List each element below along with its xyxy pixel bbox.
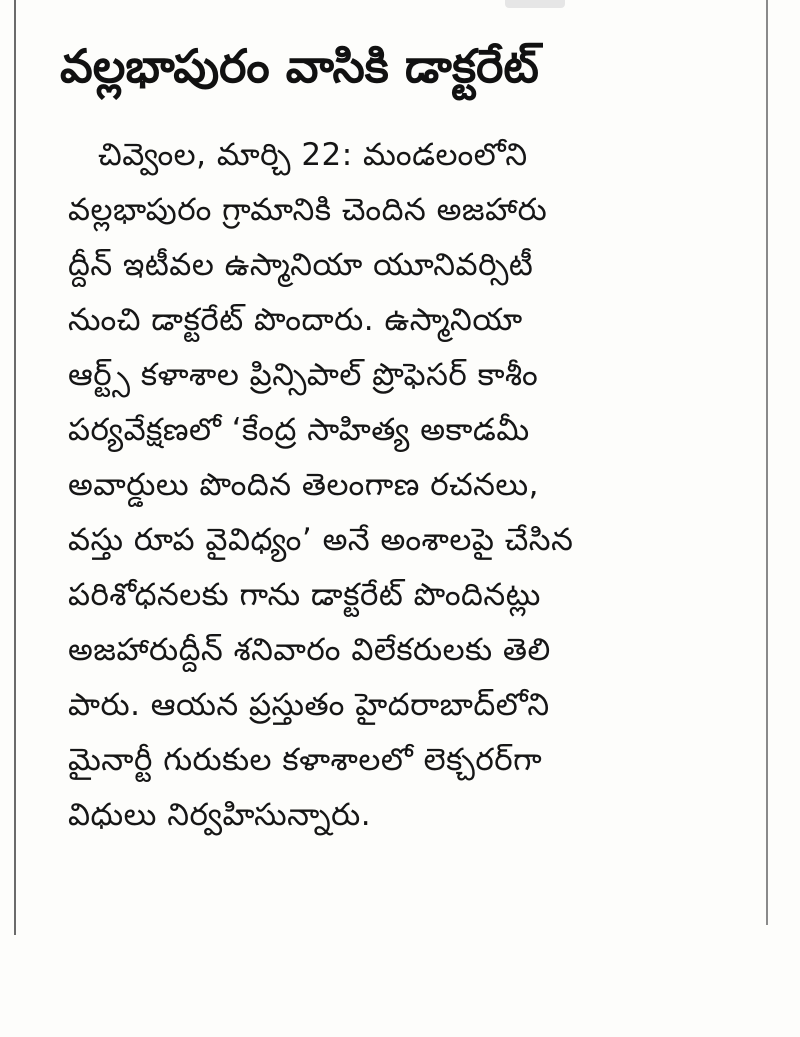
article-line: విధులు నిర్వహిసున్నారు. [68,797,372,833]
article-line: పారు. ఆయన ప్రస్తుతం హైదరాబాద్‌లోని [68,687,550,723]
article-line: ఆర్ట్స్ కళాశాల ప్రిన్సిపాల్ ప్రొఫెసర్ కాశీం [68,357,539,393]
article-line: చివ్వెంల, మార్చి 22: మండలంలోని [98,137,528,173]
article-line: వల్లభాపురం గ్రామానికి చెందిన అజహారు [68,192,548,228]
article-line: ద్దీన్ ఇటీవల ఉస్మానియా యూనివర్సిటీ [68,247,534,283]
article-body [68,128,748,843]
column-rule-left [14,0,16,935]
article-line: అవార్డులు పొందిన తెలంగాణ రచనలు, [68,467,539,503]
article-line: పర్యవేక్షణలో ‘కేంద్ర సాహిత్య అకాడమీ [68,412,530,448]
article-line: అజహారుద్దీన్ శనివారం విలేకరులకు తెలి [68,632,551,668]
article-line: వస్తు రూప వైవిధ్యం’ అనే అంశాలపై చేసిన [68,522,574,558]
article-line: పరిశోధనలకు గాను డాక్టరేట్ పొందినట్లు [68,577,541,613]
article-line: నుంచి డాక్టరేట్ పొందారు. ఉస్మానియా [68,302,523,338]
clipping-top-mark [505,0,565,8]
article-line: మైనార్టీ గురుకుల కళాశాలలో లెక్చరర్‌గా [68,742,543,778]
article-headline: వల్లభాపురం వాసికి డాక్టరేట్ [60,39,539,93]
column-rule-right [766,0,768,925]
